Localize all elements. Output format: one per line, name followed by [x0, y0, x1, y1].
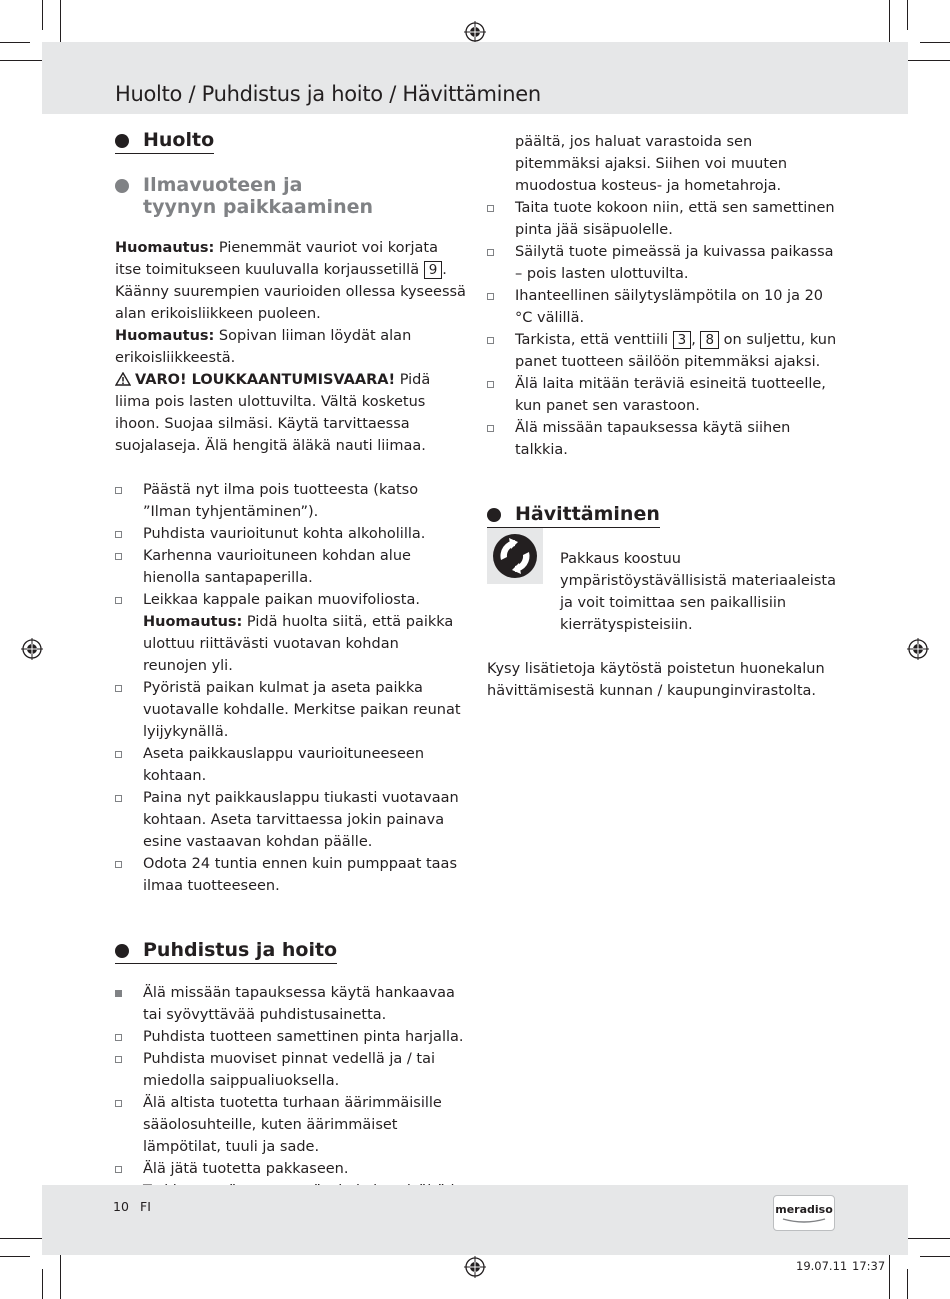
language-code: FI: [140, 1199, 151, 1214]
registration-mark-icon: [464, 1256, 486, 1278]
checkbox-bullet-icon: [115, 1166, 122, 1173]
list-item: Aseta paikkauslappu vaurioituneeseen kohtaan.: [115, 743, 467, 787]
crop-mark: [902, 60, 950, 61]
part-reference: 8: [700, 331, 719, 349]
checkbox-bullet-icon: [115, 1034, 122, 1041]
storage-list: [487, 197, 839, 461]
brand-name: meradiso: [775, 1203, 833, 1216]
print-date: 19.07.11: [796, 1259, 848, 1273]
section-heading-text: Huolto: [143, 129, 215, 151]
crop-mark: [0, 60, 48, 61]
crop-mark: [0, 42, 30, 43]
part-reference: 3: [673, 331, 692, 349]
page-title: Huolto / Puhdistus ja hoito / Hävittäminen: [115, 82, 541, 106]
list-item: Puhdista tuotteen samettinen pinta harjalla.: [115, 1026, 467, 1048]
bullet-dot-icon: [115, 134, 129, 148]
registration-mark-icon: [464, 21, 486, 43]
note-paragraph: [115, 237, 467, 325]
subheading-line: Ilmavuoteen ja: [143, 174, 303, 196]
list-item: Säilytä tuote pimeässä ja kuivassa paikassa – pois lasten ulottuvilta.: [487, 241, 839, 285]
furniture-disposal-text: Kysy lisätietoja käytöstä poistetun huonekalun hävittämisestä kunnan / kaupunginvirastolta.: [487, 661, 825, 699]
crop-mark: [920, 42, 950, 43]
right-column: [487, 131, 839, 702]
left-column: [115, 129, 467, 1202]
list-item: Tarkista, että venttiili 3 , 8 on suljettu, kun panet tuotteen säilöön pitemmäksi ajaksi.: [487, 329, 839, 373]
checkbox-bullet-icon: [115, 553, 122, 560]
crop-mark: [42, 1269, 43, 1299]
print-time: 17:37: [852, 1259, 886, 1273]
list-item: Älä altista tuotetta turhaan äärimmäisille sääolosuhteille, kuten äärimmäiset lämpötilat, tuuli ja sade.: [115, 1092, 467, 1158]
warning-triangle-icon: [115, 372, 131, 386]
bullet-dot-icon: [487, 508, 501, 522]
list-item: Älä missään tapauksessa käytä siihen talkkia.: [487, 417, 839, 461]
checkbox-bullet-icon: [487, 381, 494, 388]
cleaning-list: [115, 982, 467, 1202]
checkbox-bullet-icon: [115, 1100, 122, 1107]
list-item: Älä jätä tuotetta pakkaseen.: [115, 1158, 467, 1180]
checkbox-bullet-icon: [115, 795, 122, 802]
list-item: Puhdista muoviset pinnat vedellä ja / tai miedolla saippualiuoksella.: [115, 1048, 467, 1092]
registration-mark-icon: [907, 638, 929, 660]
list-item: Leikkaa kappale paikan muovifoliosta. Huomautus: Pidä huolta siitä, että paikka ulottuu riittävästi vuotavan kohdan reunojen yli.: [115, 589, 467, 677]
note-label: Huomautus:: [143, 614, 243, 630]
brand-logo: [773, 1195, 835, 1231]
part-reference: 9: [424, 261, 443, 279]
checkbox-bullet-icon: [115, 487, 122, 494]
checkbox-bullet-icon: [487, 205, 494, 212]
note-label: Huomautus:: [115, 328, 215, 344]
crop-mark: [907, 1269, 908, 1299]
page-number: 10: [113, 1199, 129, 1214]
subheading-line: tyynyn paikkaaminen: [143, 196, 374, 218]
list-item: Pyöristä paikan kulmat ja aseta paikka vuotavalle kohdalle. Merkitse paikan reunat lyijykynällä.: [115, 677, 467, 743]
bullet-dot-icon: [115, 179, 129, 193]
section-heading-huolto: [115, 129, 214, 154]
crop-mark: [907, 0, 908, 30]
crop-mark: [889, 0, 890, 48]
warning-text: Pidä liima pois lasten ulottuvilta. Vältä kosketus ihoon. Suojaa silmäsi. Käytä tarvittaessa suojalaseja. Älä hengitä äläkä nauti liimaa.: [115, 372, 431, 454]
list-item: Puhdista vaurioitunut kohta alkoholilla.: [115, 523, 467, 545]
list-item: Taita tuote kokoon niin, että sen samettinen pinta jää sisäpuolelle.: [487, 197, 839, 241]
packaging-text: Pakkaus koostuu ympäristöystävällisistä materiaaleista ja voit toimittaa sen paikallisiin kierrätyspisteisiin.: [560, 551, 836, 633]
checkbox-bullet-icon: [487, 337, 494, 344]
checkbox-bullet-icon: [487, 425, 494, 432]
checkbox-bullet-icon: [115, 685, 122, 692]
section-heading-text: Puhdistus ja hoito: [143, 939, 338, 961]
section-heading-disposal: [487, 503, 660, 528]
crop-mark: [42, 0, 43, 30]
repair-steps-list: [115, 479, 467, 897]
registration-mark-icon: [21, 638, 43, 660]
list-item: Odota 24 tuntia ennen kuin pumppaat taas ilmaa tuotteeseen.: [115, 853, 467, 897]
checkbox-bullet-icon: [115, 1056, 122, 1063]
list-item: Älä missään tapauksessa käytä hankaavaa tai syövyttävää puhdistusainetta.: [115, 982, 467, 1026]
section-heading-cleaning: [115, 939, 337, 964]
note-paragraph: [115, 325, 467, 369]
checkbox-bullet-icon: [115, 751, 122, 758]
crop-mark: [0, 1238, 48, 1239]
subheading-repair: [115, 174, 467, 218]
filled-square-bullet-icon: [115, 990, 122, 997]
crop-mark: [0, 1256, 30, 1257]
crop-mark: [60, 0, 61, 48]
checkbox-bullet-icon: [115, 597, 122, 604]
checkbox-bullet-icon: [487, 249, 494, 256]
checkbox-bullet-icon: [115, 531, 122, 538]
checkbox-bullet-icon: [115, 861, 122, 868]
section-heading-text: Hävittäminen: [515, 503, 660, 525]
list-item: Ihanteellinen säilytyslämpötila on 10 ja 20 °C välillä.: [487, 285, 839, 329]
note-label: Huomautus:: [115, 240, 215, 256]
recycling-logo: [487, 528, 543, 584]
logo-swoosh-icon: [782, 1218, 826, 1224]
note-text: Sopivan liiman löydät alan erikoisliikkeestä.: [115, 328, 412, 366]
list-item: Paina nyt paikkauslappu tiukasti vuotavaan kohtaan. Aseta tarvittaessa jokin painava esine vastaavan kohdan päälle.: [115, 787, 467, 853]
list-item: Älä laita mitään teräviä esineitä tuotteelle, kun panet sen varastoon.: [487, 373, 839, 417]
note-text: Pienemmät vauriot voi korjata itse toimitukseen kuuluvalla korjaussetillä: [115, 240, 438, 278]
crop-mark: [902, 1238, 950, 1239]
checkbox-bullet-icon: [487, 293, 494, 300]
warning-paragraph: [115, 369, 467, 457]
list-item: Päästä nyt ilma pois tuotteesta (katso ”Ilman tyhjentäminen”).: [115, 479, 467, 523]
note-text: . Käänny suurempien vaurioiden ollessa kyseessä alan erikoisliikkeen puoleen.: [115, 262, 466, 322]
bullet-dot-icon: [115, 944, 129, 958]
list-item: Karhenna vaurioituneen kohdan alue hienolla santapaperilla.: [115, 545, 467, 589]
continued-text: päältä, jos haluat varastoida sen pitemmäksi ajaksi. Siihen voi muuten muodostua kosteus- ja hometahroja.: [515, 134, 788, 194]
crop-mark: [889, 1251, 890, 1299]
crop-mark: [920, 1256, 950, 1257]
green-dot-recycling-icon: [487, 528, 543, 584]
crop-mark: [60, 1251, 61, 1299]
warning-label: VARO! LOUKKAANTUMISVAARA!: [135, 372, 396, 388]
